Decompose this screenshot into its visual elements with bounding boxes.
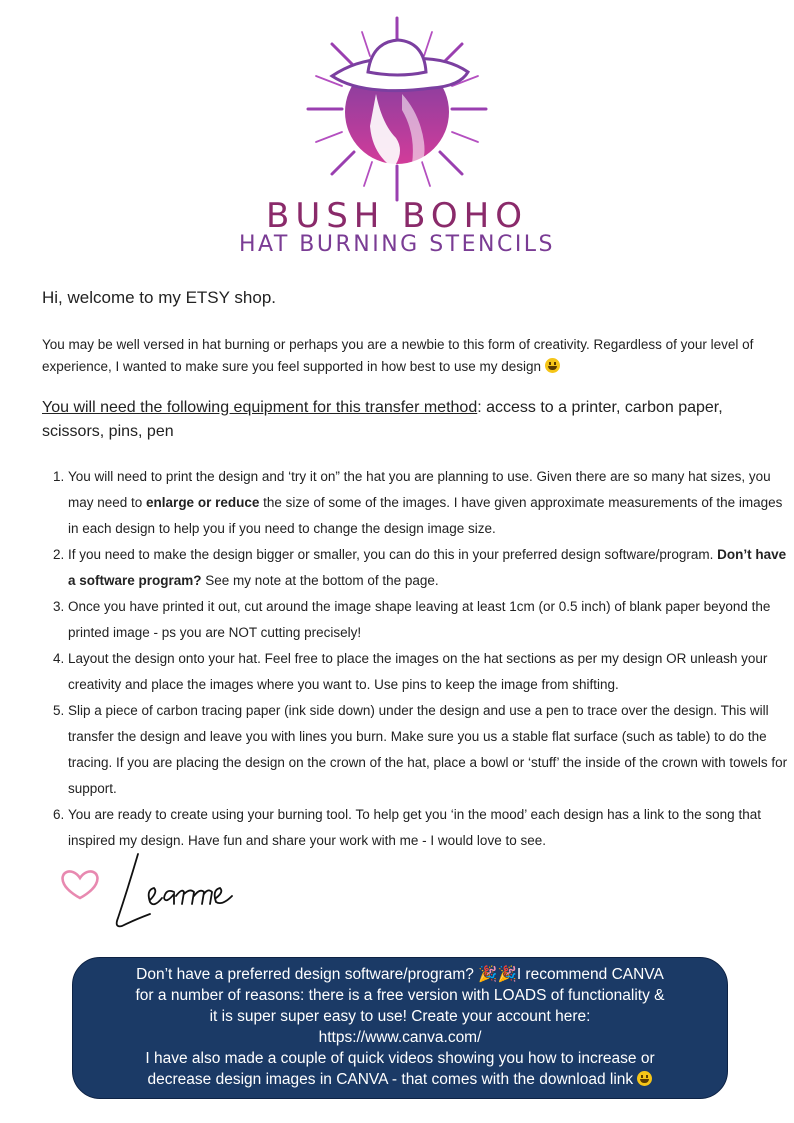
equipment-line	[42, 396, 772, 444]
list-item: 3. Once you have printed it out, cut around the image shape leaving at least 1cm (or 0.5 inch) of blank paper beyond the printed image - ps you are NOT cutting precisely!	[68, 594, 790, 646]
intro-paragraph	[42, 334, 762, 378]
list-item: 6. You are ready to create using your burning tool. To help get you ‘in the mood’ each design has a link to the song that inspired my design. Have fun and share your work with me - I would love to see.	[68, 802, 790, 854]
canva-link[interactable]: https://www.canva.com/	[318, 1029, 482, 1046]
brand-subtitle: HAT BURNING STENCILS	[238, 232, 556, 257]
heart-outline-icon	[63, 871, 98, 898]
callout-line: I have also made a couple of quick videos showing you how to increase or	[145, 1050, 655, 1067]
smiley-emoji-icon	[545, 358, 560, 373]
canva-note-callout	[72, 957, 728, 1099]
callout-line: for a number of reasons: there is a free version with LOADS of functionality &	[135, 987, 665, 1004]
list-item: 1. You will need to print the design and ‘try it on” the hat you are planning to use. Given there are so many hat sizes, you may need to enlarge or reduce the size of some of the images. I have given approximate measurements of the images in each design to help you if you need to change the design image size.	[68, 464, 790, 542]
signature-block	[58, 848, 278, 938]
equipment-items: : access to a printer, carbon paper, scissors, pins, pen	[42, 399, 723, 440]
intro-text: You may be well versed in hat burning or perhaps you are a newbie to this form of creativity. Regardless of your level of experience, I wanted to make sure you feel supported in how best to use my design	[42, 337, 754, 374]
smiley-emoji-icon	[637, 1071, 652, 1086]
list-item: 2. If you need to make the design bigger or smaller, you can do this in your preferred design software/program. Don’t have a software program? See my note at the bottom of the page.	[68, 542, 790, 594]
callout-line: it is super super easy to use! Create your account here:	[209, 1008, 591, 1025]
signature-leanne	[117, 854, 232, 926]
brand-header	[0, 0, 794, 270]
steps-list	[42, 464, 790, 854]
brand-name: BUSH BOHO	[266, 196, 528, 236]
equipment-label: You will need the following equipment for this transfer method	[42, 399, 478, 416]
callout-line-last: decrease design images in CANVA - that comes with the download link	[113, 1069, 687, 1090]
signature-drawing	[58, 848, 278, 938]
callout-line: Don’t have a preferred design software/program? 🎉🎉I recommend CANVA	[136, 966, 664, 983]
list-item: 5. Slip a piece of carbon tracing paper (ink side down) under the design and use a pen to trace over the design. This will transfer the design and leave you with lines you burn. Make sure you us a stable flat surface (such as table) to do the tracing. If you are placing the design on the crown of the hat, place a bowl or ‘stuff’ the inside of the crown with towels for support.	[68, 698, 790, 802]
list-item: 4. Layout the design onto your hat. Feel free to place the images on the hat sections as per my design OR unleash your creativity and place the images where you want to. Use pins to keep the image from shifting.	[68, 646, 790, 698]
logo-sun-cowgirl-icon	[292, 14, 502, 204]
greeting: Hi, welcome to my ETSY shop.	[42, 288, 276, 307]
